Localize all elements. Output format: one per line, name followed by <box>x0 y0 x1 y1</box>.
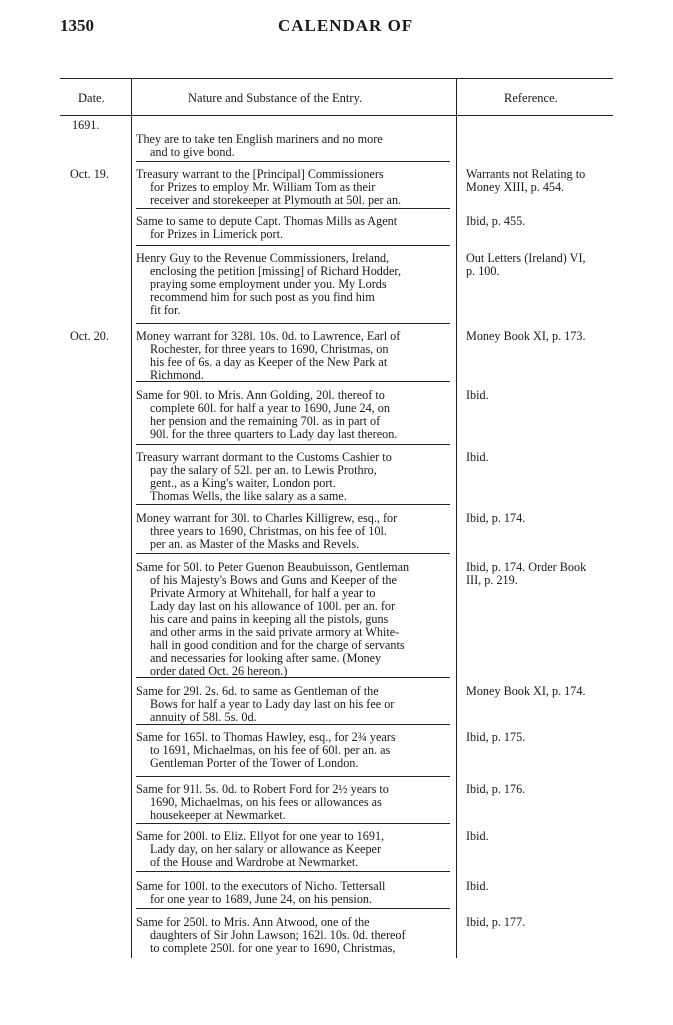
entry-line: Rochester, for three years to 1690, Christmas, on <box>150 343 389 356</box>
entry-line: Same for 165l. to Thomas Hawley, esq., for 2¾ years <box>136 731 396 744</box>
entry-line: Henry Guy to the Revenue Commissioners, Ireland, <box>136 252 390 265</box>
entry-line: hall in good condition and for the charge of servants <box>150 639 405 652</box>
reference-line: Ibid. <box>466 879 489 893</box>
entry-separator <box>136 245 450 246</box>
entry-line: Money warrant for 30l. to Charles Killigrew, esq., for <box>136 512 398 525</box>
entry-line: Same for 100l. to the executors of Nicho. Tettersall <box>136 880 386 893</box>
entry-line: and other arms in the said private armory at White- <box>150 626 400 639</box>
entry-separator <box>136 871 450 872</box>
reference-line: Out Letters (Ireland) VI, <box>466 251 586 265</box>
entry-date: Oct. 19. <box>70 167 109 181</box>
entry-text <box>136 252 450 317</box>
entry-line: They are to take ten English mariners and no more <box>136 133 383 146</box>
entry-line: Lady day, on her salary or allowance as Keeper <box>150 843 382 856</box>
entry-line: per an. as Master of the Masks and Revels. <box>150 538 360 551</box>
entry-line: complete 60l. for half a year to 1690, June 24, on <box>150 402 390 415</box>
entry-reference <box>466 252 616 278</box>
entry-text <box>136 783 450 822</box>
header-rule <box>60 115 613 116</box>
entry-line: gent., as a King's waiter, London port. <box>150 477 336 490</box>
entry-line: 90l. for the three quarters to Lady day last thereon. <box>150 428 398 441</box>
entry-text <box>136 133 450 159</box>
entry-text <box>136 916 450 955</box>
column-divider-left <box>131 78 132 958</box>
entry-text <box>136 330 450 382</box>
entry-reference <box>466 685 616 698</box>
entry-line: annuity of 58l. 5s. 0d. <box>150 711 257 724</box>
entry-line: housekeeper at Newmarket. <box>150 809 286 822</box>
entry-line: daughters of Sir John Lawson; 162l. 10s. 0d. thereof <box>150 929 406 942</box>
entry-reference <box>466 561 616 587</box>
entry-line: recommend him for such post as you find him <box>150 291 375 304</box>
entry-line: Same for 29l. 2s. 6d. to same as Gentleman of the <box>136 685 379 698</box>
entry-reference <box>466 783 616 796</box>
entry-line: her pension and the remaining 70l. as in part of <box>150 415 381 428</box>
entry-separator <box>136 161 450 162</box>
entry-text <box>136 561 450 678</box>
reference-line: Ibid, p. 175. <box>466 730 526 744</box>
reference-line: Ibid. <box>466 450 489 464</box>
entry-line: receiver and storekeeper at Plymouth at 50l. per an. <box>150 194 402 207</box>
entry-line: Lady day last on his allowance of 100l. per an. for <box>150 600 396 613</box>
reference-line: Ibid, p. 174. Order Book <box>466 560 587 574</box>
entry-line: his care and pains in keeping all the pistols, guns <box>150 613 389 626</box>
reference-line: p. 100. <box>466 264 500 278</box>
reference-line: Money XIII, p. 454. <box>466 180 565 194</box>
entry-line: Same for 91l. 5s. 0d. to Robert Ford for 2½ years to <box>136 783 389 796</box>
entry-line: three years to 1690, Christmas, on his fee of 10l. <box>150 525 387 538</box>
entry-line: Same to same to depute Capt. Thomas Mills as Agent <box>136 215 398 228</box>
entry-reference <box>466 451 616 464</box>
entry-line: to complete 250l. for one year to 1690, Christmas, <box>150 942 396 955</box>
entry-separator <box>136 444 450 445</box>
entry-text <box>136 731 450 770</box>
entry-line: of the House and Wardrobe at Newmarket. <box>150 856 359 869</box>
entry-reference <box>466 389 616 402</box>
reference-line: Ibid, p. 174. <box>466 511 526 525</box>
entry-line: Gentleman Porter of the Tower of London. <box>150 757 359 770</box>
entry-line: and to give bond. <box>150 146 235 159</box>
entry-reference <box>466 215 616 228</box>
entry-line: his fee of 6s. a day as Keeper of the New Park at <box>150 356 388 369</box>
entry-text <box>136 451 450 503</box>
entry-line: Same for 250l. to Mris. Ann Atwood, one of the <box>136 916 370 929</box>
entry-reference <box>466 330 616 343</box>
entry-separator <box>136 908 450 909</box>
column-header-date: Date. <box>78 91 105 105</box>
entry-line: enclosing the petition [missing] of Richard Hodder, <box>150 265 401 278</box>
entry-reference <box>466 731 616 744</box>
reference-line: Ibid, p. 455. <box>466 214 526 228</box>
column-divider-right <box>456 78 457 958</box>
entry-line: of his Majesty's Bows and Guns and Keeper of the <box>150 574 397 587</box>
reference-line: Ibid. <box>466 829 489 843</box>
reference-line: Money Book XI, p. 174. <box>466 684 586 698</box>
entry-line: Bows for half a year to Lady day last on his fee or <box>150 698 395 711</box>
entry-separator <box>136 776 450 777</box>
entry-reference <box>466 830 616 843</box>
entry-line: Private Armory at Whitehall, for half a year to <box>150 587 376 600</box>
entry-line: pay the salary of 52l. per an. to Lewis Prothro, <box>150 464 377 477</box>
page-number: 1350 <box>60 16 94 35</box>
reference-line: Ibid, p. 177. <box>466 915 526 929</box>
entry-line: for Prizes to employ Mr. William Tom as their <box>150 181 376 194</box>
entry-text <box>136 389 450 441</box>
entry-reference <box>466 512 616 525</box>
reference-line: Ibid, p. 176. <box>466 782 526 796</box>
entry-separator <box>136 823 450 824</box>
entry-line: Same for 50l. to Peter Guenon Beaubuisson, Gentleman <box>136 561 410 574</box>
entry-line: for Prizes in Limerick port. <box>150 228 284 241</box>
entry-line: Richmond. <box>150 369 204 382</box>
entry-line: and necessaries for looking after same. (Money <box>150 652 382 665</box>
entry-text <box>136 215 450 241</box>
entry-line: praying some employment under you. My Lords <box>150 278 387 291</box>
entry-line: Treasury warrant to the [Principal] Commissioners <box>136 168 384 181</box>
entry-line: Money warrant for 328l. 10s. 0d. to Lawrence, Earl of <box>136 330 401 343</box>
entry-line: for one year to 1689, June 24, on his pension. <box>150 893 373 906</box>
entry-reference <box>466 880 616 893</box>
entry-separator <box>136 504 450 505</box>
entry-line: Treasury warrant dormant to the Customs Cashier to <box>136 451 392 464</box>
column-header-reference: Reference. <box>504 91 558 105</box>
entry-text <box>136 685 450 724</box>
entry-line: fit for. <box>150 304 181 317</box>
page-title: CALENDAR OF <box>278 16 414 35</box>
year-label: 1691. <box>72 118 100 132</box>
entry-reference <box>466 916 616 929</box>
entry-date: Oct. 20. <box>70 329 109 343</box>
entry-line: order dated Oct. 26 hereon.) <box>150 665 288 678</box>
reference-line: Ibid. <box>466 388 489 402</box>
entry-line: Thomas Wells, the like salary as a same. <box>150 490 347 503</box>
entry-line: to 1691, Michaelmas, on his fee of 60l. per an. as <box>150 744 391 757</box>
entry-separator <box>136 323 450 324</box>
entry-text <box>136 512 450 551</box>
entry-text <box>136 168 450 207</box>
entry-separator <box>136 553 450 554</box>
top-rule <box>60 78 613 79</box>
entry-separator <box>136 208 450 209</box>
reference-line: Warrants not Relating to <box>466 167 586 181</box>
entry-line: Same for 90l. to Mris. Ann Golding, 20l. thereof to <box>136 389 385 402</box>
entry-line: 1690, Michaelmas, on his fees or allowances as <box>150 796 382 809</box>
entry-line: Same for 200l. to Eliz. Ellyot for one year to 1691, <box>136 830 385 843</box>
entry-text <box>136 830 450 869</box>
reference-line: Money Book XI, p. 173. <box>466 329 586 343</box>
entry-text <box>136 880 450 906</box>
reference-line: III, p. 219. <box>466 573 518 587</box>
column-header-nature: Nature and Substance of the Entry. <box>188 91 363 105</box>
entry-separator <box>136 724 450 725</box>
entry-reference <box>466 168 616 194</box>
